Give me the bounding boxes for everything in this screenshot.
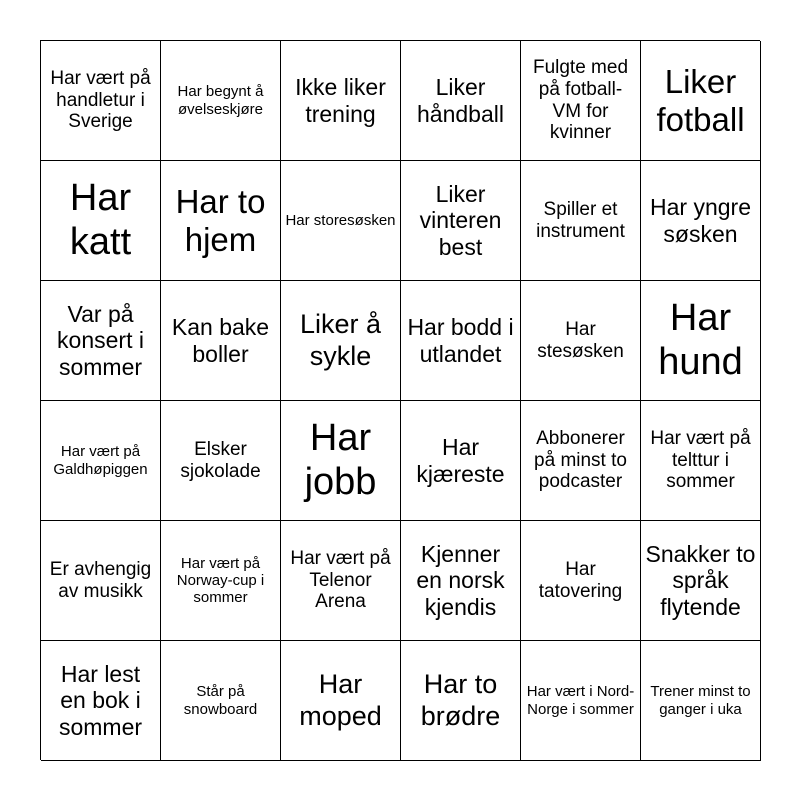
bingo-cell-r4-c2[interactable] [161, 401, 281, 521]
bingo-cell-r6-c5[interactable] [521, 641, 641, 761]
bingo-cell-label: Har to brødre [420, 669, 501, 731]
bingo-cell-r5-c5[interactable] [521, 521, 641, 641]
bingo-cell-r1-c4[interactable] [401, 41, 521, 161]
bingo-cell-r3-c4[interactable] [401, 281, 521, 401]
bingo-cell-r5-c4[interactable] [401, 521, 521, 641]
bingo-cell-r5-c6[interactable] [641, 521, 761, 641]
bingo-cell-r1-c5[interactable] [521, 41, 641, 161]
bingo-cell-label: Kjenner en norsk kjendis [416, 540, 505, 620]
bingo-cell-label: Har stesøsken [537, 318, 624, 362]
bingo-cell-r2-c4[interactable] [401, 161, 521, 281]
bingo-cell-r4-c5[interactable] [521, 401, 641, 521]
bingo-cell-r2-c3[interactable] [281, 161, 401, 281]
bingo-cell-label: Har vært på Norway-cup i sommer [176, 554, 265, 607]
bingo-cell-r1-c2[interactable] [161, 41, 281, 161]
bingo-cell-label: Liker fotball [656, 62, 745, 138]
bingo-cell-label: Står på snowboard [183, 683, 258, 718]
bingo-cell-label: Har vært på Galdhøpiggen [53, 443, 148, 478]
bingo-cell-r2-c5[interactable] [521, 161, 641, 281]
bingo-cell-r1-c3[interactable] [281, 41, 401, 161]
bingo-cell-label: Har yngre søsken [650, 194, 751, 247]
bingo-cell-label: Abbonerer på minst to podcaster [534, 427, 627, 493]
bingo-cell-label: Kan bake boller [171, 314, 270, 367]
bingo-cell-label: Har to hjem [175, 182, 266, 258]
bingo-cell-label: Liker å sykle [299, 309, 382, 371]
bingo-cell-label: Fulgte med på fotball-VM for kvinner [532, 56, 629, 144]
bingo-cell-r3-c6[interactable] [641, 281, 761, 401]
bingo-cell-label: Har begynt å øvelseskjøre [177, 83, 264, 118]
bingo-cell-r6-c4[interactable] [401, 641, 521, 761]
bingo-cell-label: Liker håndball [417, 74, 504, 127]
bingo-cell-r3-c2[interactable] [161, 281, 281, 401]
bingo-cell-r4-c3[interactable] [281, 401, 401, 521]
bingo-cell-r2-c1[interactable] [41, 161, 161, 281]
bingo-cell-label: Har katt [69, 176, 132, 263]
bingo-cell-r3-c1[interactable] [41, 281, 161, 401]
bingo-cell-label: Har storesøsken [285, 211, 396, 229]
bingo-cell-r5-c2[interactable] [161, 521, 281, 641]
bingo-cell-label: Har vært på telttur i sommer [650, 427, 751, 493]
bingo-cell-label: Har bodd i utlandet [407, 314, 514, 367]
bingo-cell-label: Trener minst to ganger i uka [650, 683, 751, 718]
bingo-cell-label: Spiller et instrument [536, 198, 625, 242]
bingo-cell-label: Har jobb [304, 416, 377, 503]
bingo-cell-label: Har vært på Telenor Arena [290, 547, 391, 613]
bingo-cell-label: Har moped [299, 669, 382, 731]
bingo-cell-label: Har vært i Nord-Norge i sommer [526, 683, 635, 718]
bingo-cell-r2-c6[interactable] [641, 161, 761, 281]
bingo-cell-r5-c1[interactable] [41, 521, 161, 641]
bingo-cell-r5-c3[interactable] [281, 521, 401, 641]
bingo-cell-r2-c2[interactable] [161, 161, 281, 281]
bingo-cell-label: Har hund [658, 296, 743, 383]
bingo-cell-label: Snakker to språk flytende [645, 540, 756, 620]
bingo-cell-r3-c5[interactable] [521, 281, 641, 401]
bingo-cell-r4-c1[interactable] [41, 401, 161, 521]
bingo-cell-label: Elsker sjokolade [180, 438, 261, 482]
bingo-cell-r4-c4[interactable] [401, 401, 521, 521]
bingo-cell-label: Har kjæreste [416, 434, 505, 487]
bingo-cell-r3-c3[interactable] [281, 281, 401, 401]
bingo-cell-r6-c6[interactable] [641, 641, 761, 761]
bingo-cell-r6-c3[interactable] [281, 641, 401, 761]
bingo-cell-r6-c1[interactable] [41, 641, 161, 761]
bingo-cell-label: Er avhengig av musikk [49, 558, 152, 602]
bingo-cell-label: Har tatovering [538, 558, 623, 602]
bingo-cell-r4-c6[interactable] [641, 401, 761, 521]
bingo-cell-label: Var på konsert i sommer [57, 300, 144, 380]
bingo-cell-label: Har lest en bok i sommer [58, 660, 143, 740]
bingo-board [40, 40, 760, 760]
bingo-cell-r1-c6[interactable] [641, 41, 761, 161]
bingo-cell-label: Har vært på handletur i Sverige [50, 67, 151, 133]
bingo-cell-r1-c1[interactable] [41, 41, 161, 161]
bingo-cell-label: Liker vinteren best [419, 180, 502, 260]
bingo-cell-r6-c2[interactable] [161, 641, 281, 761]
bingo-cell-label: Ikke liker trening [295, 74, 386, 127]
